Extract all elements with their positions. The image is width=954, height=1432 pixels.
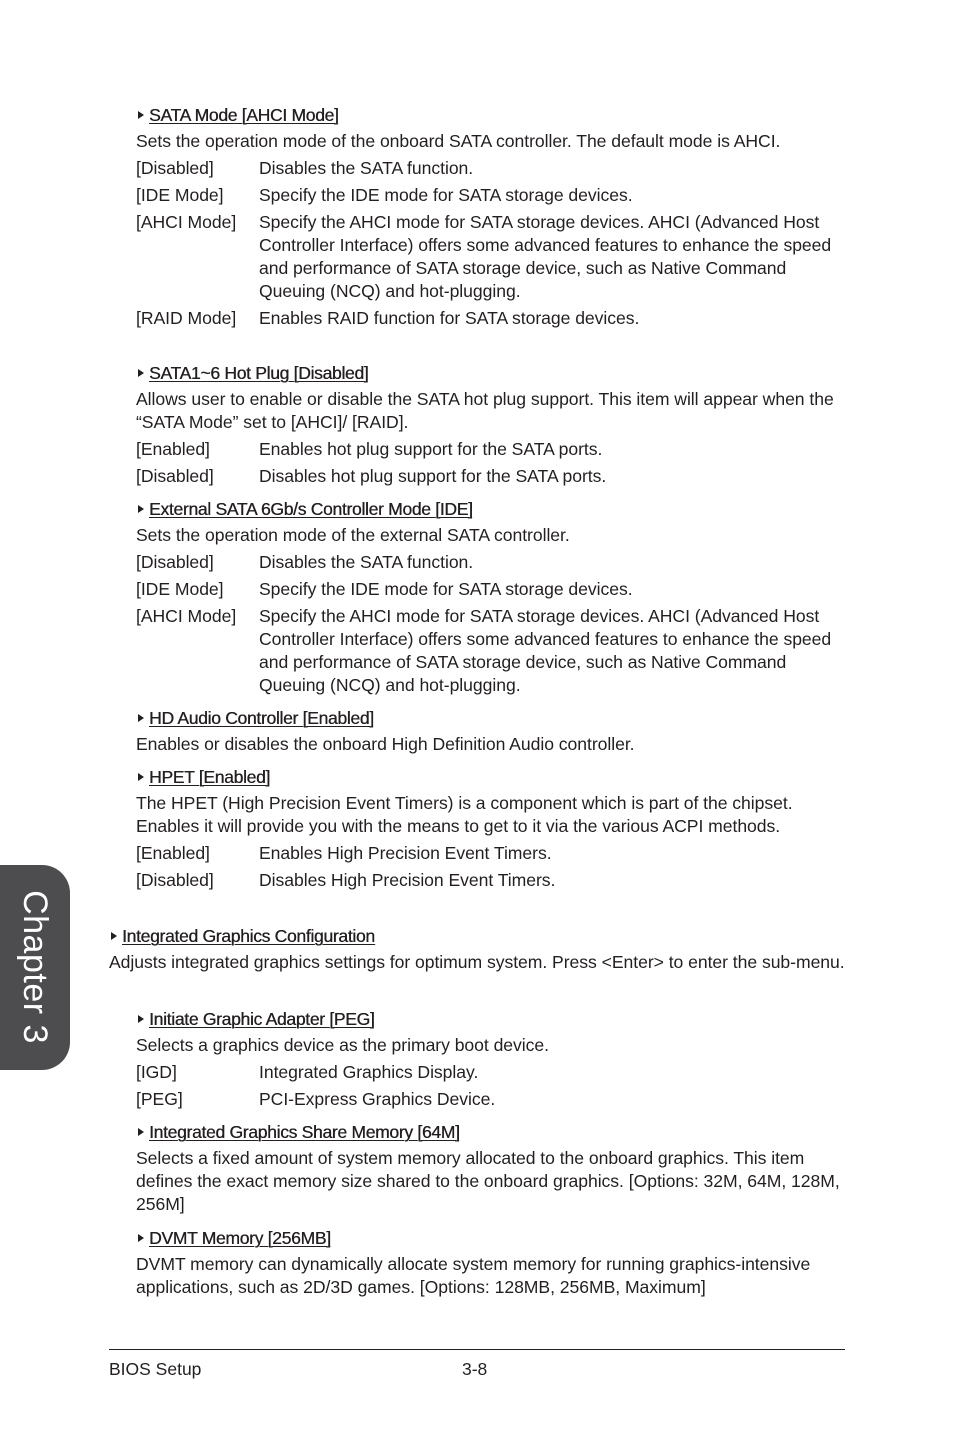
option-key: [Disabled] [136,552,214,572]
option-value: Enables RAID function for SATA storage devices. [259,308,640,328]
triangle-bullet-icon [138,1015,144,1023]
option-key: [IDE Mode] [136,185,224,205]
option-key: [RAID Mode] [136,308,237,328]
setting-sata-hot-plug [136,362,848,488]
setting-heading [136,766,848,788]
option-row [136,157,848,180]
option-row [136,869,848,892]
setting-dvmt-memory [136,1227,848,1299]
option-row [136,184,848,207]
option-value: Enables hot plug support for the SATA ports. [259,439,603,459]
option-value: Disables High Precision Event Timers. [259,870,556,890]
option-value: Integrated Graphics Display. [259,1062,479,1082]
option-key: [Disabled] [136,870,214,890]
option-key: [IDE Mode] [136,579,224,599]
setting-description: Adjusts integrated graphics settings for optimum system. Press <Enter> to enter the sub-menu. [109,952,845,972]
triangle-bullet-icon [138,1234,144,1242]
option-list [136,438,848,488]
option-list [136,1061,848,1111]
triangle-bullet-icon [138,505,144,513]
setting-heading [136,1121,848,1143]
setting-heading-text: HD Audio Controller [Enabled] [149,708,374,728]
triangle-bullet-icon [111,932,117,940]
option-row [136,1061,848,1084]
option-key: [Enabled] [136,843,210,863]
setting-description: Allows user to enable or disable the SATA hot plug support. This item will appear when the “SATA Mode” set to [AHCI]/ [RAID]. [136,389,834,432]
option-key: [Disabled] [136,158,214,178]
setting-description: Sets the operation mode of the onboard SATA controller. The default mode is AHCI. [136,131,781,151]
option-value: PCI-Express Graphics Device. [259,1089,496,1109]
setting-heading-text: SATA1~6 Hot Plug [Disabled] [149,363,369,383]
option-list [136,551,848,697]
setting-description: Selects a graphics device as the primary boot device. [136,1035,549,1055]
option-value: Enables High Precision Event Timers. [259,843,552,863]
setting-graphics-share-memory [136,1121,848,1216]
setting-heading [109,925,849,947]
setting-heading-text: HPET [Enabled] [149,767,270,787]
option-row [136,1088,848,1111]
option-value: Specify the AHCI mode for SATA storage devices. AHCI (Advanced Host Controller Interface) offers some advanced features to enhance the speed and performance of SATA storage device, such as Native Command Queuing (NCQ) and hot-plugging. [259,606,832,695]
option-value: Disables hot plug support for the SATA ports. [259,466,607,486]
option-value: Disables the SATA function. [259,158,474,178]
footer-section-title: BIOS Setup [109,1359,202,1379]
option-list [136,842,848,892]
option-key: [Enabled] [136,439,210,459]
triangle-bullet-icon [138,369,144,377]
setting-heading-text: External SATA 6Gb/s Controller Mode [IDE] [149,499,473,519]
setting-hd-audio-controller [136,707,848,756]
option-key: [Disabled] [136,466,214,486]
option-row [136,307,848,330]
option-row [136,605,848,697]
setting-heading-text: Integrated Graphics Configuration [122,926,375,946]
chapter-tab-label: Chapter 3 [16,890,54,1044]
setting-heading-text: Integrated Graphics Share Memory [64M] [149,1122,460,1142]
triangle-bullet-icon [138,1128,144,1136]
page-number: 3-8 [462,1359,488,1379]
setting-heading [136,498,848,520]
setting-heading-text: DVMT Memory [256MB] [149,1228,331,1248]
setting-external-sata-mode [136,498,848,697]
setting-heading [136,1008,848,1030]
setting-description: Sets the operation mode of the external SATA controller. [136,525,570,545]
footer-divider [109,1349,845,1350]
triangle-bullet-icon [138,714,144,722]
option-value: Specify the IDE mode for SATA storage devices. [259,579,633,599]
setting-heading [136,1227,848,1249]
setting-description: Selects a fixed amount of system memory allocated to the onboard graphics. This item defines the exact memory size shared to the onboard graphics. [Options: 32M, 64M, 128M, 256M] [136,1148,840,1214]
option-value: Specify the IDE mode for SATA storage devices. [259,185,633,205]
setting-heading [136,707,848,729]
setting-hpet [136,766,848,892]
option-value: Specify the AHCI mode for SATA storage devices. AHCI (Advanced Host Controller Interface) offers some advanced features to enhance the speed and performance of SATA storage device, such as Native Command Queuing (NCQ) and hot-plugging. [259,212,832,301]
option-row [136,842,848,865]
setting-description: DVMT memory can dynamically allocate system memory for running graphics-intensive applications, such as 2D/3D games. [Options: 128MB, 256MB, Maximum] [136,1254,811,1297]
setting-description: The HPET (High Precision Event Timers) is a component which is part of the chipset. Enables it will provide you with the means to get to it via the various ACPI methods. [136,793,793,836]
option-row [136,578,848,601]
triangle-bullet-icon [138,111,144,119]
option-key: [AHCI Mode] [136,212,237,232]
option-row [136,551,848,574]
setting-sata-mode [136,104,848,330]
setting-description: Enables or disables the onboard High Definition Audio controller. [136,734,635,754]
setting-heading-text: Initiate Graphic Adapter [PEG] [149,1009,375,1029]
option-key: [PEG] [136,1089,183,1109]
option-row [136,465,848,488]
option-list [136,157,848,330]
setting-heading-text: SATA Mode [AHCI Mode] [149,105,339,125]
setting-integrated-graphics-configuration [109,925,849,974]
option-value: Disables the SATA function. [259,552,474,572]
triangle-bullet-icon [138,773,144,781]
option-row [136,438,848,461]
option-key: [IGD] [136,1062,177,1082]
option-row [136,211,848,303]
setting-initiate-graphic-adapter [136,1008,848,1111]
option-key: [AHCI Mode] [136,606,237,626]
setting-heading [136,104,848,126]
chapter-tab [0,865,70,1070]
setting-heading [136,362,848,384]
